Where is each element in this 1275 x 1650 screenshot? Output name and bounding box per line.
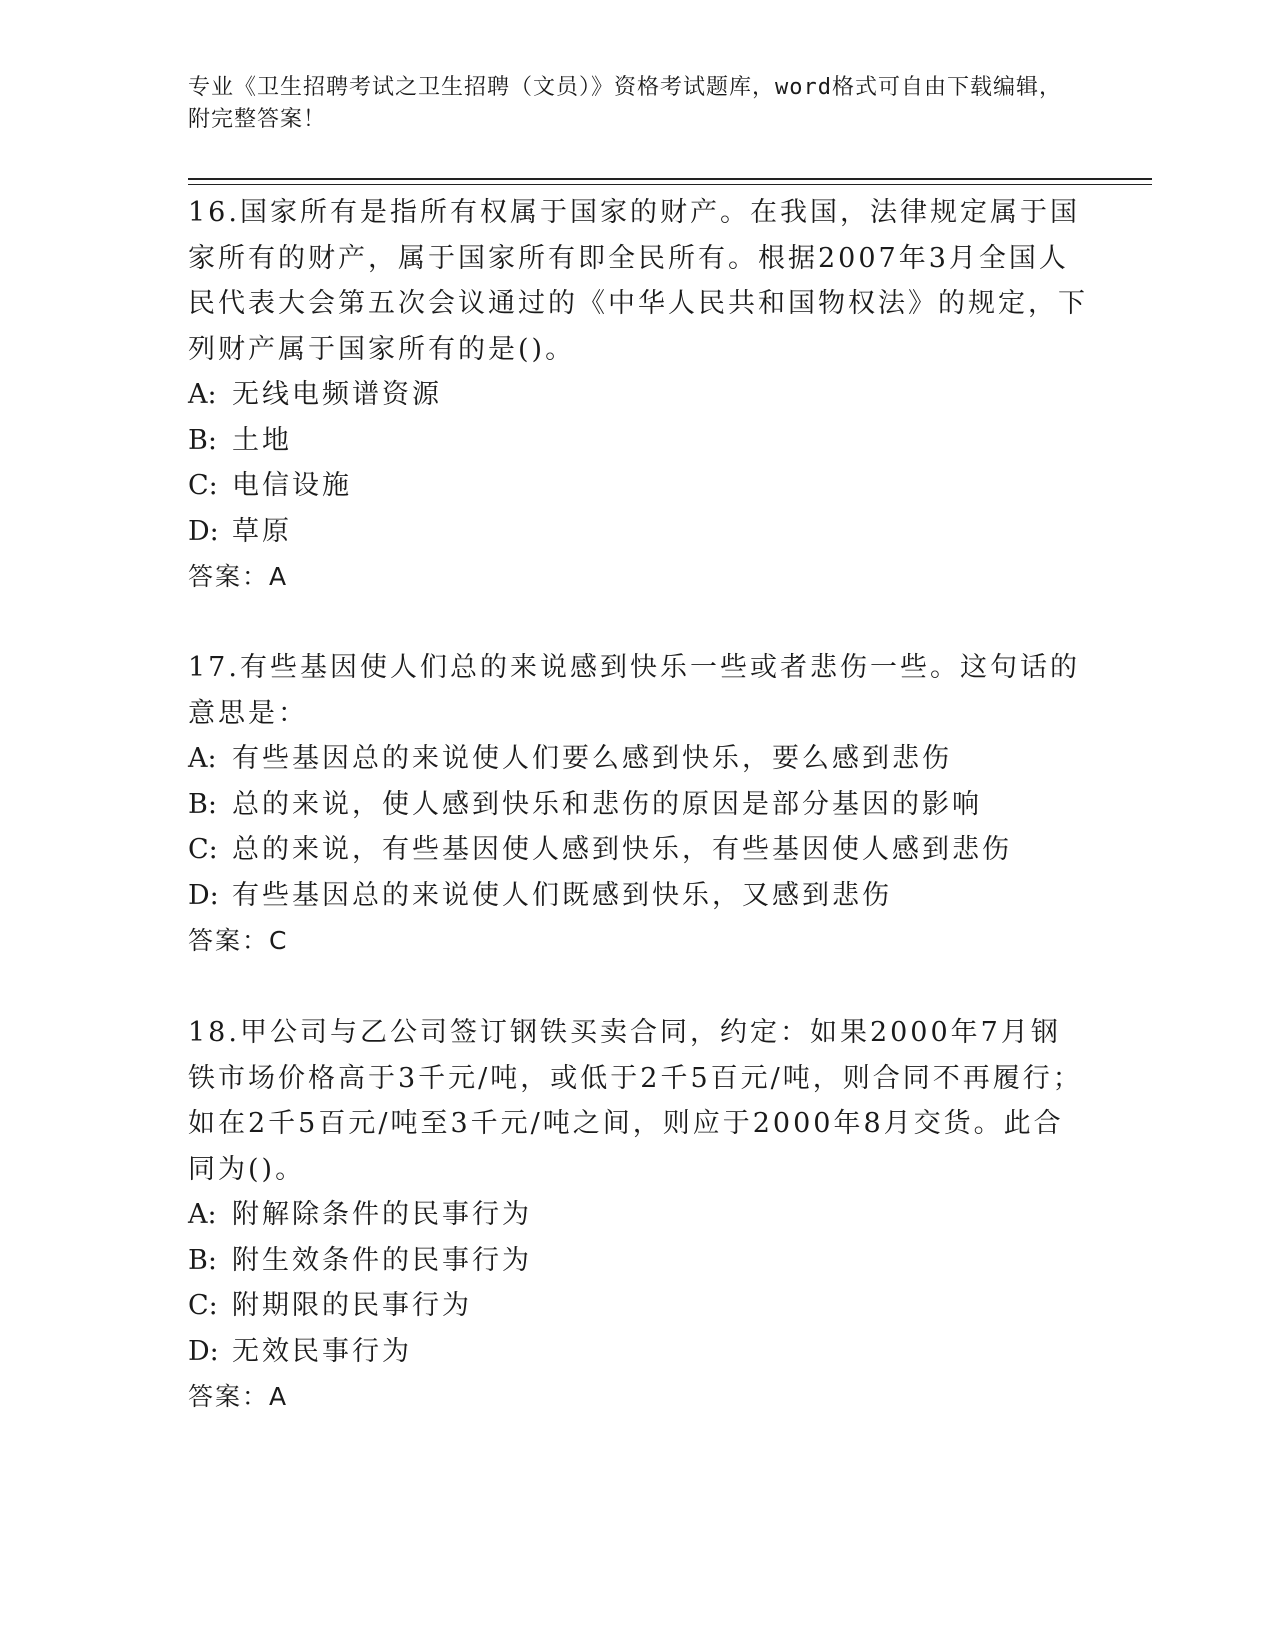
option-b [188, 418, 1088, 464]
option-text: 电信设施 [232, 470, 352, 501]
option-a [188, 1192, 1088, 1238]
option-a [188, 736, 1088, 782]
question-16 [188, 190, 1088, 600]
option-text: 土地 [232, 424, 292, 456]
option-letter: B: [188, 1244, 217, 1276]
option-letter: C: [188, 834, 218, 865]
answer-line: 答案：A [188, 562, 289, 591]
option-text: 附解除条件的民事行为 [232, 1199, 532, 1230]
option-text: 有些基因总的来说使人们要么感到快乐，要么感到悲伤 [232, 743, 952, 774]
option-letter: D: [188, 1335, 219, 1367]
option-letter: A: [188, 743, 217, 774]
option-d [188, 509, 1088, 555]
answer-line: 答案：A [188, 1382, 289, 1411]
option-text: 总的来说，使人感到快乐和悲伤的原因是部分基因的影响 [232, 788, 982, 820]
option-letter: D: [188, 515, 219, 547]
option-letter: B: [188, 788, 217, 820]
option-c [188, 463, 1088, 509]
option-letter: B: [188, 424, 217, 456]
option-d [188, 873, 1088, 919]
option-letter: C: [188, 1290, 218, 1321]
document-header: 专业《卫生招聘考试之卫生招聘（文员）》资格考试题库，word格式可自由下载编辑，附完整答案！ [188, 75, 1062, 132]
option-letter: C: [188, 470, 218, 501]
question-stem: 18.甲公司与乙公司签订钢铁买卖合同，约定：如果2000年7月钢铁市场价格高于3千元/吨，或低于2千5百元/吨，则合同不再履行；如在2千5百元/吨至3千元/吨之间，则应于2000年8月交货。此合同为()。 [188, 1017, 1083, 1185]
option-letter: A: [188, 379, 217, 410]
option-b [188, 782, 1088, 828]
answer-line: 答案：C [188, 926, 289, 955]
question-18 [188, 1010, 1088, 1420]
question-stem: 16.国家所有是指所有权属于国家的财产。在我国，法律规定属于国家所有的财产，属于国家所有即全民所有。根据2007年3月全国人民代表大会第五次会议通过的《中华人民共和国物权法》的规定，下列财产属于国家所有的是()。 [188, 197, 1088, 365]
option-c [188, 827, 1088, 873]
question-17 [188, 645, 1088, 964]
header-divider-thin [188, 184, 1152, 185]
option-c [188, 1283, 1088, 1329]
option-text: 附期限的民事行为 [232, 1290, 472, 1321]
option-letter: A: [188, 1199, 217, 1230]
question-stem: 17.有些基因使人们总的来说感到快乐一些或者悲伤一些。这句话的意思是： [188, 652, 1080, 729]
option-text: 总的来说，有些基因使人感到快乐，有些基因使人感到悲伤 [232, 834, 1012, 865]
option-text: 无效民事行为 [232, 1335, 412, 1367]
option-text: 草原 [232, 515, 292, 547]
header-divider-thick [188, 178, 1152, 180]
option-text: 有些基因总的来说使人们既感到快乐，又感到悲伤 [232, 879, 892, 911]
option-a [188, 372, 1088, 418]
option-text: 无线电频谱资源 [232, 379, 442, 410]
option-b [188, 1238, 1088, 1284]
option-d [188, 1329, 1088, 1375]
option-text: 附生效条件的民事行为 [232, 1244, 532, 1276]
option-letter: D: [188, 879, 219, 911]
